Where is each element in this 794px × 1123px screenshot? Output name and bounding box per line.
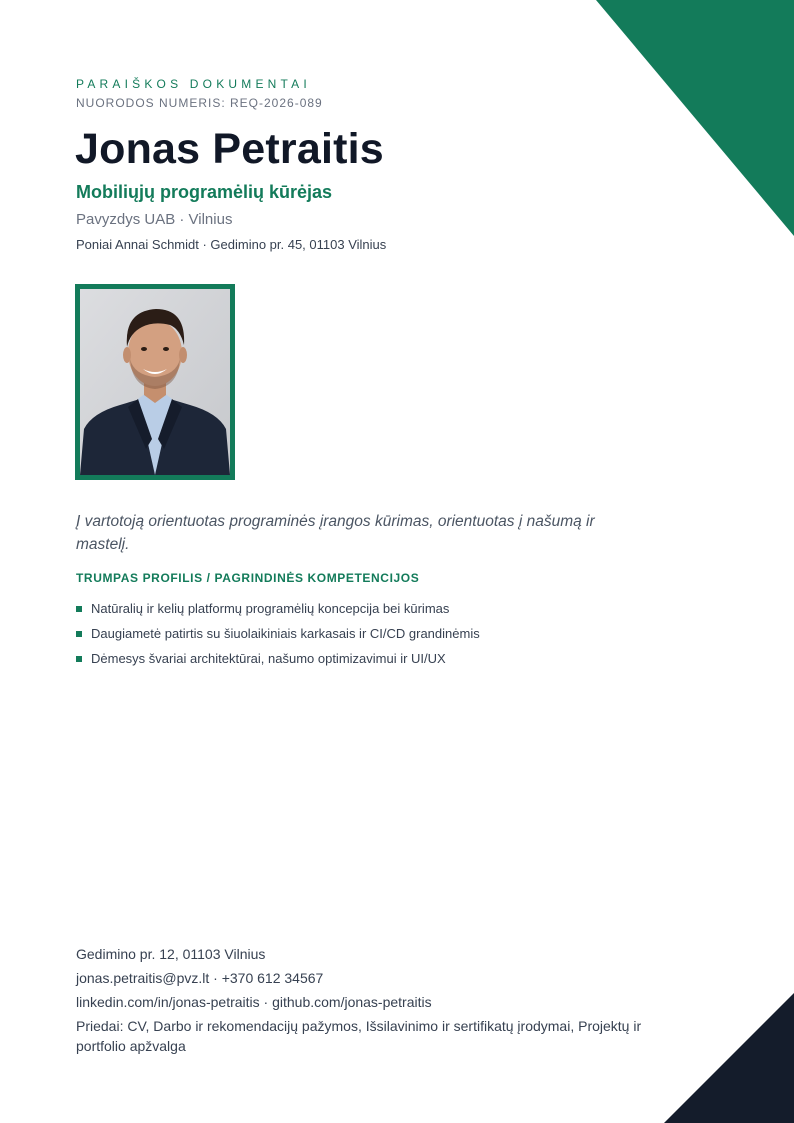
reference-number: NUORODOS NUMERIS: REQ-2026-089	[76, 96, 323, 110]
summary-tagline: Į vartotoją orientuotas programinės įrangos kūrimas, orientuotas į našumą ir mastelį.	[76, 513, 595, 553]
portrait-photo-icon	[80, 289, 230, 475]
company-location: Pavyzdys UAB · Vilnius	[76, 211, 233, 228]
contact-address: Gedimino pr. 12, 01103 Vilnius	[76, 946, 266, 962]
square-bullet-icon	[76, 631, 82, 637]
competency-list	[76, 596, 480, 671]
section-heading-profile: TRUMPAS PROFILIS / PAGRINDINĖS KOMPETENCIJOS	[76, 571, 420, 585]
competency-text: Daugiametė patirtis su šiuolaikiniais karkasais ir CI/CD grandinėmis	[91, 626, 480, 641]
job-title: Mobiliųjų programėlių kūrėjas	[76, 182, 333, 202]
contact-email-phone[interactable]: jonas.petraitis@pvz.lt · +370 612 34567	[76, 970, 324, 986]
corner-triangle-bottom	[664, 993, 794, 1123]
square-bullet-icon	[76, 656, 82, 662]
contact-block	[76, 942, 676, 1056]
applicant-name: Jonas Petraitis	[75, 125, 384, 173]
recipient-address: Poniai Annai Schmidt · Gedimino pr. 45, 01103 Vilnius	[76, 237, 387, 252]
competency-text: Natūralių ir kelių platformų programėlių koncepcija bei kūrimas	[91, 601, 450, 616]
square-bullet-icon	[76, 606, 82, 612]
attachments-list: Priedai: CV, Darbo ir rekomendacijų pažymos, Išsilavinimo ir sertifikatų įrodymai, Projektų ir portfolio apžvalga	[76, 1018, 642, 1054]
list-item	[76, 646, 480, 671]
list-item	[76, 621, 480, 646]
corner-triangle-top	[596, 0, 794, 236]
list-item	[76, 596, 480, 621]
profile-photo	[75, 284, 235, 480]
competency-text: Dėmesys švariai architektūrai, našumo optimizavimui ir UI/UX	[91, 651, 446, 666]
contact-links[interactable]: linkedin.com/in/jonas-petraitis · github.com/jonas-petraitis	[76, 994, 432, 1010]
document-kicker: PARAIŠKOS DOKUMENTAI	[76, 77, 311, 91]
